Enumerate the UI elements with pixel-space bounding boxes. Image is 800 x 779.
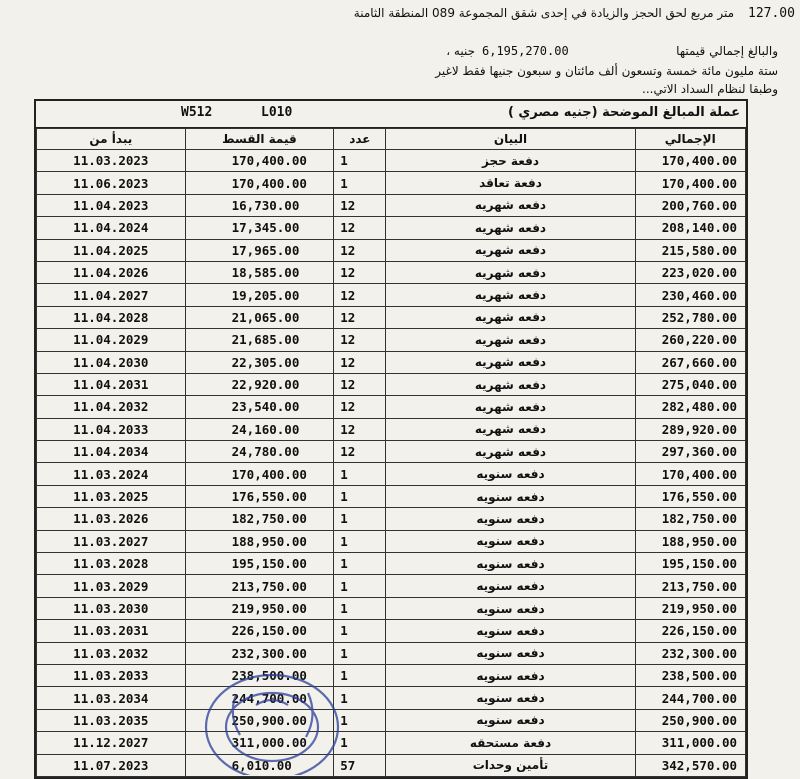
- cell-start-date: 11.04.2030: [37, 351, 186, 373]
- table-row: [37, 306, 746, 328]
- cell-installment: 22,305.00: [185, 351, 334, 373]
- cell-installment: 19,205.00: [185, 284, 334, 306]
- table-row: [37, 217, 746, 239]
- cell-installment: 170,400.00: [185, 172, 334, 194]
- table-row: [37, 373, 746, 395]
- cell-description: دفعه سنويه: [386, 463, 635, 485]
- table-row: [37, 239, 746, 261]
- cell-installment: 6,010.00: [185, 754, 334, 776]
- cell-start-date: 11.03.2035: [37, 709, 186, 731]
- cell-installment: 195,150.00: [185, 553, 334, 575]
- cell-installment: 17,965.00: [185, 239, 334, 261]
- cell-count: 1: [334, 150, 386, 172]
- cell-description: دفعه شهريه: [386, 441, 635, 463]
- table-row: [37, 485, 746, 507]
- table-row: [37, 687, 746, 709]
- cell-start-date: 11.03.2034: [37, 687, 186, 709]
- table-header-row: [37, 129, 746, 150]
- cell-count: 1: [334, 642, 386, 664]
- cell-start-date: 11.03.2024: [37, 463, 186, 485]
- table-row: [37, 194, 746, 216]
- cell-count: 1: [334, 732, 386, 754]
- cell-count: 12: [334, 284, 386, 306]
- cell-installment: 188,950.00: [185, 530, 334, 552]
- cell-count: 12: [334, 194, 386, 216]
- cell-total: 260,220.00: [635, 329, 745, 351]
- cell-start-date: 11.04.2023: [37, 194, 186, 216]
- cell-description: تأمين وحدات: [386, 754, 635, 776]
- table-row: [37, 597, 746, 619]
- cell-total: 250,900.00: [635, 709, 745, 731]
- cell-installment: 24,780.00: [185, 441, 334, 463]
- cell-count: 1: [334, 575, 386, 597]
- cell-installment: 250,900.00: [185, 709, 334, 731]
- cell-count: 57: [334, 754, 386, 776]
- cell-installment: 176,550.00: [185, 485, 334, 507]
- cell-description: دفعة مستحقه: [386, 732, 635, 754]
- cell-installment: 24,160.00: [185, 418, 334, 440]
- cell-count: 12: [334, 239, 386, 261]
- cell-start-date: 11.04.2032: [37, 396, 186, 418]
- cell-start-date: 11.03.2025: [37, 485, 186, 507]
- cell-start-date: 11.04.2028: [37, 306, 186, 328]
- cell-description: دفعه سنويه: [386, 575, 635, 597]
- table-row: [37, 709, 746, 731]
- cell-installment: 17,345.00: [185, 217, 334, 239]
- payment-plan-intro: وطبقا لنظام السداد الاتي...: [642, 82, 778, 96]
- cell-start-date: 11.04.2024: [37, 217, 186, 239]
- table-row: [37, 150, 746, 172]
- cell-start-date: 11.03.2023: [37, 150, 186, 172]
- cell-total: 208,140.00: [635, 217, 745, 239]
- table-row: [37, 553, 746, 575]
- cell-total: 289,920.00: [635, 418, 745, 440]
- table-row: [37, 463, 746, 485]
- cell-total: 275,040.00: [635, 373, 745, 395]
- table-row: [37, 418, 746, 440]
- cell-total: 297,360.00: [635, 441, 745, 463]
- cell-description: دفعه سنويه: [386, 530, 635, 552]
- cell-installment: 219,950.00: [185, 597, 334, 619]
- cell-count: 1: [334, 597, 386, 619]
- cell-description: دفعة تعاقد: [386, 172, 635, 194]
- cell-installment: 21,685.00: [185, 329, 334, 351]
- cell-start-date: 11.07.2023: [37, 754, 186, 776]
- cell-description: دفعه سنويه: [386, 642, 635, 664]
- cell-installment: 244,700.00: [185, 687, 334, 709]
- cell-description: دفعه سنويه: [386, 553, 635, 575]
- cell-description: دفعه شهريه: [386, 284, 635, 306]
- table-row: [37, 284, 746, 306]
- cell-description: دفعه شهريه: [386, 329, 635, 351]
- unit-code: W512: [181, 105, 213, 120]
- area-value: 127.00: [748, 6, 795, 21]
- cell-description: دفعه سنويه: [386, 709, 635, 731]
- cell-start-date: 11.03.2030: [37, 597, 186, 619]
- cell-count: 1: [334, 530, 386, 552]
- cell-installment: 232,300.00: [185, 642, 334, 664]
- cell-count: 1: [334, 508, 386, 530]
- cell-start-date: 11.03.2027: [37, 530, 186, 552]
- header-total: الإجمالي: [635, 129, 745, 150]
- cell-start-date: 11.03.2026: [37, 508, 186, 530]
- table-row: [37, 664, 746, 686]
- table-row: [37, 396, 746, 418]
- amount-in-words: ستة مليون مائة خمسة وتسعون ألف مائتان و سبعون جنيها فقط لاغير: [435, 64, 778, 78]
- cell-count: 1: [334, 620, 386, 642]
- table-row: [37, 351, 746, 373]
- cell-total: 215,580.00: [635, 239, 745, 261]
- table-row: [37, 441, 746, 463]
- cell-start-date: 11.03.2029: [37, 575, 186, 597]
- cell-start-date: 11.04.2029: [37, 329, 186, 351]
- unit-description: متر مربع لحق الحجز والزيادة في إحدى شقق المجموعة 089 المنطقة الثامنة: [353, 6, 734, 20]
- cell-count: 1: [334, 709, 386, 731]
- cell-installment: 16,730.00: [185, 194, 334, 216]
- cell-start-date: 11.12.2027: [37, 732, 186, 754]
- cell-count: 12: [334, 306, 386, 328]
- cell-description: دفعه شهريه: [386, 261, 635, 283]
- cell-installment: 238,500.00: [185, 664, 334, 686]
- cell-installment: 21,065.00: [185, 306, 334, 328]
- cell-total: 170,400.00: [635, 150, 745, 172]
- level-code: L010: [261, 105, 293, 120]
- cell-count: 1: [334, 553, 386, 575]
- cell-description: دفعه سنويه: [386, 485, 635, 507]
- cell-total: 232,300.00: [635, 642, 745, 664]
- cell-count: 12: [334, 351, 386, 373]
- table-row: [37, 575, 746, 597]
- cell-count: 12: [334, 373, 386, 395]
- cell-installment: 22,920.00: [185, 373, 334, 395]
- total-amount: 6,195,270.00: [482, 44, 569, 58]
- schedule-table: [36, 128, 746, 777]
- cell-description: دفعه شهريه: [386, 396, 635, 418]
- cell-start-date: 11.04.2031: [37, 373, 186, 395]
- cell-installment: 311,000.00: [185, 732, 334, 754]
- cell-total: 238,500.00: [635, 664, 745, 686]
- cell-total: 195,150.00: [635, 553, 745, 575]
- header-count: عدد: [334, 129, 386, 150]
- cell-description: دفعه سنويه: [386, 620, 635, 642]
- cell-total: 219,950.00: [635, 597, 745, 619]
- cell-start-date: 11.03.2033: [37, 664, 186, 686]
- cell-total: 342,570.00: [635, 754, 745, 776]
- table-row: [37, 620, 746, 642]
- cell-count: 1: [334, 463, 386, 485]
- cell-installment: 226,150.00: [185, 620, 334, 642]
- cell-start-date: 11.04.2034: [37, 441, 186, 463]
- cell-total: 230,460.00: [635, 284, 745, 306]
- cell-description: دفعه شهريه: [386, 217, 635, 239]
- table-row: [37, 508, 746, 530]
- cell-description: دفعه شهريه: [386, 194, 635, 216]
- cell-start-date: 11.04.2033: [37, 418, 186, 440]
- cell-total: 170,400.00: [635, 463, 745, 485]
- cell-count: 12: [334, 261, 386, 283]
- cell-count: 1: [334, 485, 386, 507]
- cell-total: 200,760.00: [635, 194, 745, 216]
- payment-schedule: [34, 99, 748, 779]
- cell-total: 226,150.00: [635, 620, 745, 642]
- table-row: [37, 172, 746, 194]
- cell-start-date: 11.04.2026: [37, 261, 186, 283]
- cell-start-date: 11.04.2025: [37, 239, 186, 261]
- cell-start-date: 11.06.2023: [37, 172, 186, 194]
- table-body: [37, 150, 746, 777]
- cell-start-date: 11.04.2027: [37, 284, 186, 306]
- cell-total: 252,780.00: [635, 306, 745, 328]
- cell-count: 12: [334, 441, 386, 463]
- header-installment: قيمة القسط: [185, 129, 334, 150]
- cell-count: 1: [334, 664, 386, 686]
- cell-start-date: 11.03.2032: [37, 642, 186, 664]
- cell-installment: 23,540.00: [185, 396, 334, 418]
- cell-description: دفعه شهريه: [386, 373, 635, 395]
- cell-total: 213,750.00: [635, 575, 745, 597]
- cell-description: دفعه شهريه: [386, 351, 635, 373]
- currency-note: عملة المبالغ الموضحة (جنيه مصري ): [507, 105, 740, 120]
- table-row: [37, 329, 746, 351]
- cell-description: دفعه سنويه: [386, 687, 635, 709]
- cell-total: 244,700.00: [635, 687, 745, 709]
- cell-count: 12: [334, 418, 386, 440]
- cell-total: 188,950.00: [635, 530, 745, 552]
- cell-installment: 170,400.00: [185, 150, 334, 172]
- cell-total: 176,550.00: [635, 485, 745, 507]
- cell-count: 12: [334, 217, 386, 239]
- table-row: [37, 530, 746, 552]
- cell-count: 1: [334, 172, 386, 194]
- cell-total: 311,000.00: [635, 732, 745, 754]
- table-row: [37, 754, 746, 776]
- header-description: البيان: [386, 129, 635, 150]
- header-start: يبدأ من: [37, 129, 186, 150]
- cell-description: دفعه شهريه: [386, 418, 635, 440]
- total-label: والبالغ إجمالي قيمتها: [676, 44, 778, 58]
- cell-start-date: 11.03.2028: [37, 553, 186, 575]
- cell-total: 182,750.00: [635, 508, 745, 530]
- cell-description: دفعه سنويه: [386, 508, 635, 530]
- table-row: [37, 732, 746, 754]
- cell-installment: 170,400.00: [185, 463, 334, 485]
- cell-start-date: 11.03.2031: [37, 620, 186, 642]
- cell-count: 12: [334, 329, 386, 351]
- table-row: [37, 261, 746, 283]
- cell-description: دفعه سنويه: [386, 664, 635, 686]
- cell-total: 223,020.00: [635, 261, 745, 283]
- cell-installment: 18,585.00: [185, 261, 334, 283]
- total-currency: جنيه ،: [446, 44, 475, 58]
- cell-description: دفعه شهريه: [386, 306, 635, 328]
- table-row: [37, 642, 746, 664]
- cell-description: دفعة حجز: [386, 150, 635, 172]
- table-title-row: [36, 101, 746, 128]
- cell-installment: 213,750.00: [185, 575, 334, 597]
- cell-total: 267,660.00: [635, 351, 745, 373]
- cell-total: 282,480.00: [635, 396, 745, 418]
- cell-count: 12: [334, 396, 386, 418]
- cell-total: 170,400.00: [635, 172, 745, 194]
- cell-description: دفعه شهريه: [386, 239, 635, 261]
- cell-installment: 182,750.00: [185, 508, 334, 530]
- cell-description: دفعه سنويه: [386, 597, 635, 619]
- cell-count: 1: [334, 687, 386, 709]
